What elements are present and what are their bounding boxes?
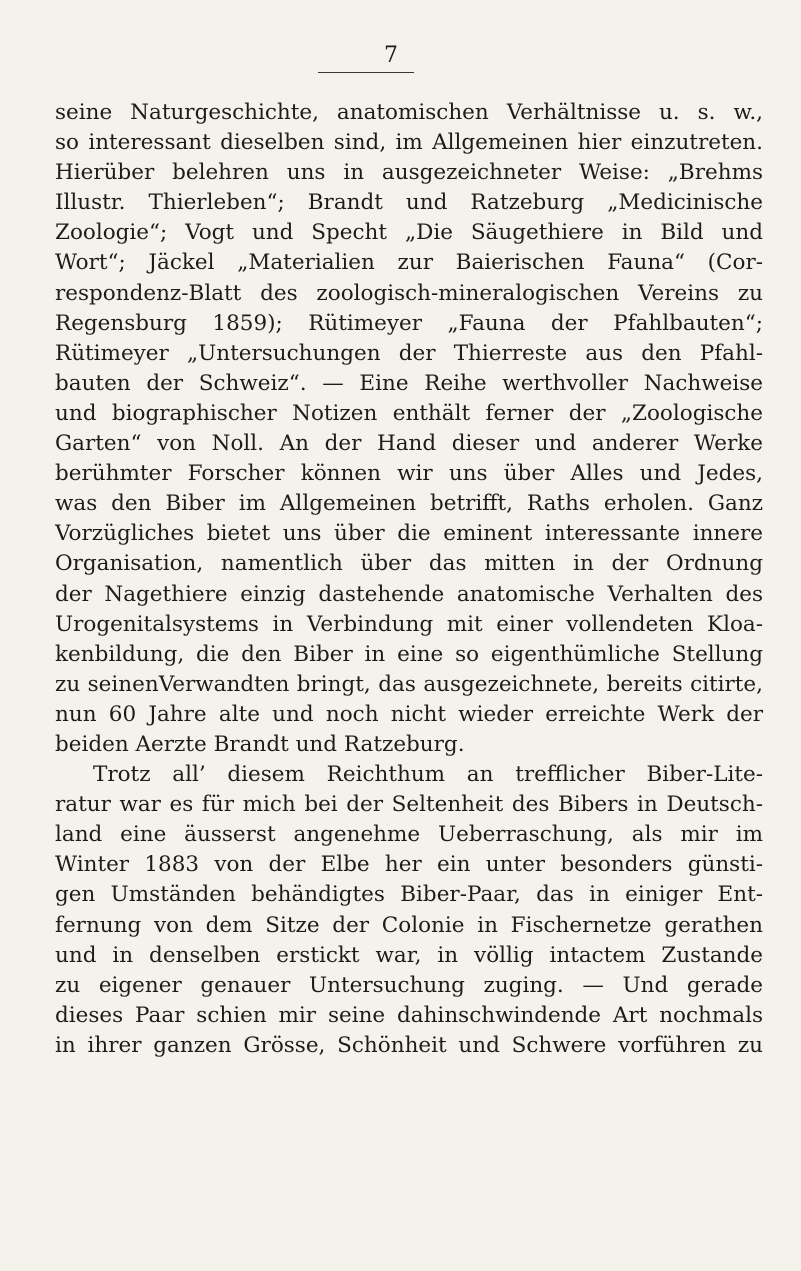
text-line: respondenz-Blatt des zoologisch-mineralogischen Vereins zu xyxy=(55,280,763,306)
text-line: Organisation, namentlich über das mitten in der Ordnung xyxy=(55,551,763,577)
text-line: bauten der Schweiz“. — Eine Reihe werthvoller Nachweise xyxy=(55,370,763,396)
text-line: dieses Paar schien mir seine dahinschwindende Art nochmals xyxy=(55,1002,763,1028)
text-line: land eine äusserst angenehme Ueberraschung, als mir im xyxy=(55,822,763,848)
text-line: Winter 1883 von der Elbe her ein unter besonders günsti- xyxy=(55,852,763,878)
page-number-rule xyxy=(318,72,414,73)
text-line: Illustr. Thierleben“; Brandt und Ratzeburg „Medicinische xyxy=(55,190,763,216)
text-line: Hierüber belehren uns in ausgezeichneter Weise: „Brehms xyxy=(55,160,763,186)
text-line: Garten“ von Noll. An der Hand dieser und anderer Werke xyxy=(55,431,763,457)
text-line: Zoologie“; Vogt und Specht „Die Säugethiere in Bild und xyxy=(55,220,763,246)
text-line: fernung von dem Sitze der Colonie in Fischernetze gerathen xyxy=(55,912,763,938)
page-number: 7 xyxy=(384,43,398,68)
text-line: in ihrer ganzen Grösse, Schönheit und Schwere vorführen zu xyxy=(55,1032,763,1058)
text-line: ratur war es für mich bei der Seltenheit des Bibers in Deutsch- xyxy=(55,792,763,818)
text-line: und biographischer Notizen enthält ferner der „Zoologische xyxy=(55,400,763,426)
text-line: Vorzügliches bietet uns über die eminent interessante innere xyxy=(55,521,763,547)
text-line: zu seinenVerwandten bringt, das ausgezeichnete, bereits citirte, xyxy=(55,671,763,697)
text-line: Wort“; Jäckel „Materialien zur Baierischen Fauna“ (Cor- xyxy=(55,250,763,276)
text-line: Rütimeyer „Untersuchungen der Thierreste aus den Pfahl- xyxy=(55,340,763,366)
text-line: und in denselben erstickt war, in völlig intactem Zustande xyxy=(55,942,763,968)
body-text xyxy=(55,98,763,1061)
text-line: Regensburg 1859); Rütimeyer „Fauna der Pfahlbauten“; xyxy=(55,310,763,336)
paragraph-last-line: beiden Aerzte Brandt und Ratzeburg. xyxy=(55,731,465,757)
text-line: nun 60 Jahre alte und noch nicht wieder erreichte Werk der xyxy=(55,701,763,727)
text-line: zu eigener genauer Untersuchung zuging. — Und gerade xyxy=(55,972,763,998)
text-line: gen Umständen behändigtes Biber-Paar, das in einiger Ent- xyxy=(55,882,763,908)
paragraph-first-line: Trotz all’ diesem Reichthum an trefflicher Biber-Lite- xyxy=(93,762,763,788)
text-line: berühmter Forscher können wir uns über Alles und Jedes, xyxy=(55,461,763,487)
text-line: kenbildung, die den Biber in eine so eigenthümliche Stellung xyxy=(55,641,763,667)
text-line: seine Naturgeschichte, anatomischen Verhältnisse u. s. w., xyxy=(55,100,763,125)
text-line: was den Biber im Allgemeinen betrifft, Raths erholen. Ganz xyxy=(55,491,763,517)
text-line: so interessant dieselben sind, im Allgemeinen hier einzutreten. xyxy=(55,130,763,156)
text-line: Urogenitalsystems in Verbindung mit einer vollendeten Kloa- xyxy=(55,611,763,637)
text-line: der Nagethiere einzig dastehende anatomische Verhalten des xyxy=(55,581,763,607)
